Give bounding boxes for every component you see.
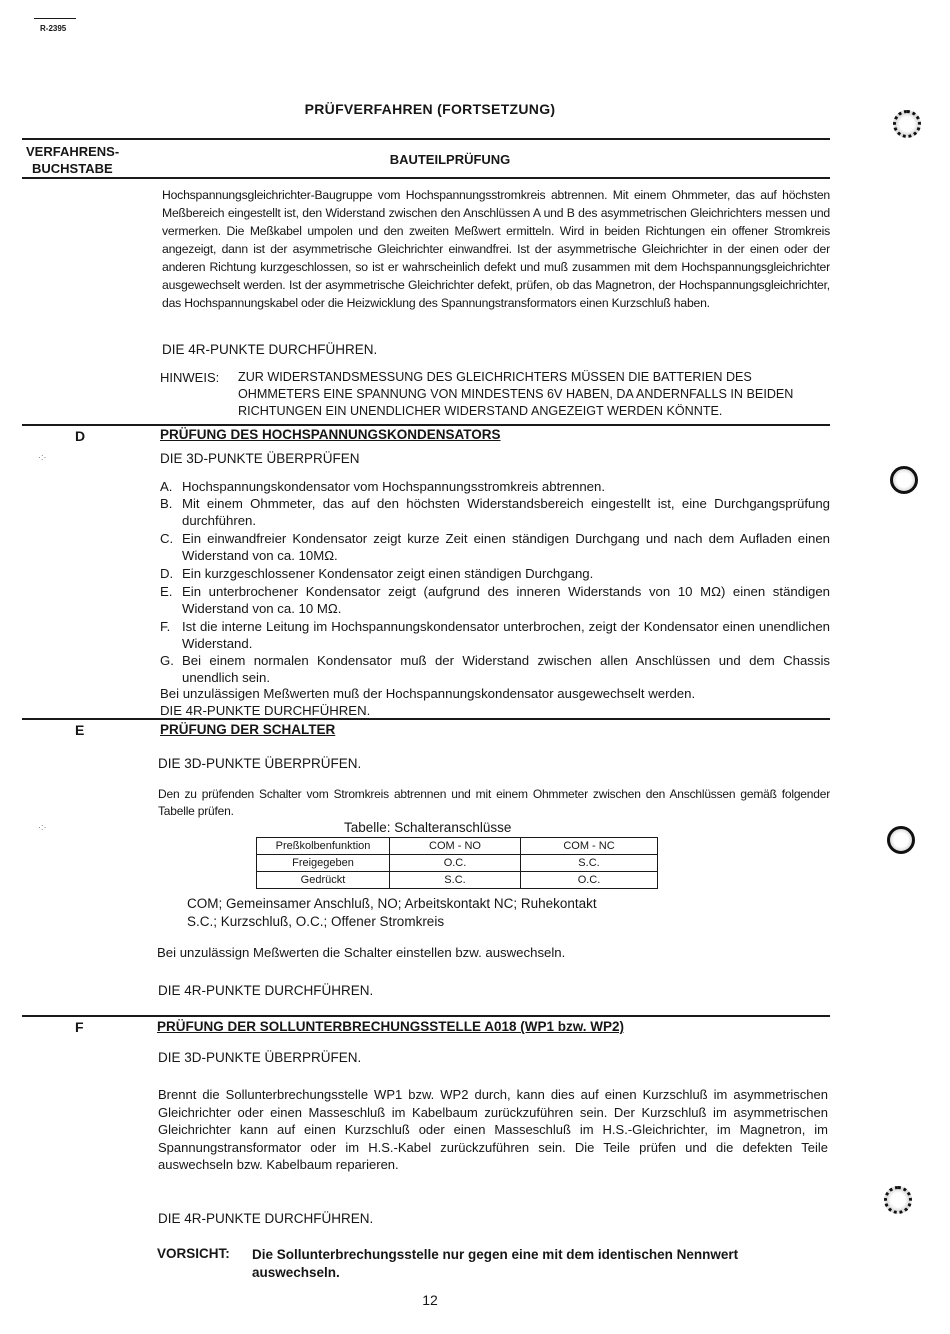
table-cell: O.C. bbox=[521, 872, 658, 889]
top-rule bbox=[34, 18, 76, 19]
section-e-paragraph: Den zu prüfenden Schalter vom Stromkreis abtrennen und mit einem Ohmmeter zwischen den Anschlüssen gemäß folgender Tabelle prüfen. bbox=[158, 787, 830, 818]
section-d-perform-4r: DIE 4R-PUNKTE DURCHFÜHREN. bbox=[160, 703, 371, 718]
caution-text: Die Sollunterbrechungsstelle nur gegen eine mit dem identischen Nennwert auswechseln. bbox=[252, 1247, 739, 1280]
intro-perform-4r: DIE 4R-PUNKTE DURCHFÜHREN. bbox=[162, 342, 378, 357]
section-d-item: F. Ist die interne Leitung im Hochspannungskondensator unterbrochen, zeigt der Kondensator einen unendlichen Widerstand. bbox=[160, 619, 830, 651]
section-title-component-test: BAUTEILPRÜFUNG bbox=[389, 152, 511, 167]
section-d-title: PRÜFUNG DES HOCHSPANNUNGSKONDENSATORS bbox=[160, 427, 501, 442]
punch-hole-icon bbox=[887, 826, 915, 854]
table-cell: Gedrückt bbox=[257, 872, 390, 889]
table-cell: S.C. bbox=[390, 872, 521, 889]
section-d-rule bbox=[22, 424, 830, 426]
section-d-item: C. Ein einwandfreier Kondensator zeigt kurze Zeit einen ständigen Durchgang und nach dem Aufladen einen Widerstand von ca. 10MΩ. bbox=[160, 531, 830, 563]
table-header-row bbox=[257, 838, 658, 855]
section-e-letter: E bbox=[75, 722, 85, 738]
section-f-rule bbox=[22, 1015, 830, 1017]
section-d-closing: Bei unzulässigen Meßwerten muß der Hochspannungskondensator ausgewechselt werden. bbox=[160, 686, 696, 701]
section-d-item: A. Hochspannungskondensator vom Hochspannungsstromkreis abtrennen. bbox=[160, 479, 605, 494]
section-d-item: D. Ein kurzgeschlossener Kondensator zeigt einen ständigen Durchgang. bbox=[160, 566, 594, 581]
switch-table-caption: Tabelle: Schalteranschlüsse bbox=[344, 820, 512, 835]
table-header-cell: COM - NC bbox=[521, 838, 658, 855]
header-bottom-rule bbox=[22, 177, 830, 179]
switch-legend-line1: COM; Gemeinsamer Anschluß, NO; Arbeitskontakt NC; Ruhekontakt bbox=[187, 896, 597, 911]
table-cell: S.C. bbox=[521, 855, 658, 872]
table-cell: O.C. bbox=[390, 855, 521, 872]
section-e-perform-4r: DIE 4R-PUNKTE DURCHFÜHREN. bbox=[158, 983, 374, 998]
page-number: 12 bbox=[422, 1292, 438, 1308]
punch-hole-icon bbox=[890, 466, 918, 494]
page-title: PRÜFVERFAHREN (FORTSETZUNG) bbox=[304, 101, 556, 117]
section-d-check: DIE 3D-PUNKTE ÜBERPRÜFEN bbox=[160, 451, 360, 466]
column-header-line1: VERFAHRENS- bbox=[26, 144, 120, 159]
note-text: ZUR WIDERSTANDSMESSUNG DES GLEICHRICHTERS MÜSSEN DIE BATTERIEN DES OHMMETERS EINE SPANNUNG VON MINDESTENS 6V HABEN, DA ANDERNFALLS IN BEIDEN RICHTUNGEN EIN UNENDLICHER WIDERSTAND ANGEZEIGT WERDEN KÖNNTE. bbox=[238, 370, 794, 418]
switch-table bbox=[256, 837, 658, 889]
section-f-check: DIE 3D-PUNKTE ÜBERPRÜFEN. bbox=[158, 1050, 362, 1065]
punch-hole-icon bbox=[893, 110, 921, 138]
document-code: R-2395 bbox=[40, 24, 67, 33]
section-f-perform-4r: DIE 4R-PUNKTE DURCHFÜHREN. bbox=[158, 1211, 374, 1226]
section-d-item: G. Bei einem normalen Kondensator muß der Widerstand zwischen allen Anschlüssen und dem Chassis unendlich sein. bbox=[160, 653, 830, 685]
intro-paragraph: Hochspannungsgleichrichter-Baugruppe vom Hochspannungsstromkreis abtrennen. Mit einem Ohmmeter, das auf höchsten Meßbereich eingestellt ist, den Widerstand zwischen den Anschlüssen A und B des asymmetrischen Gleichrichters messen und vermerken. Die Meßkabel umpolen und den zweiten Meßwert ermitteln. Wird in beiden Richtungen ein offener Stromkreis angezeigt, dann ist der asymmetrische Gleichrichter einwandfrei. Ist der asymmetrische Gleichrichter in der einen oder der anderen Richtung kurzgeschlossen, so ist er wahrscheinlich defekt und muß zusammen mit dem Hochspannungsgleichrichter ausgewechselt werden. Ist der asymmetrische Gleichrichter defekt, prüfen, ob das Magnetron, der Hochspannungsgleichrichter, das Hochspannungskabel oder die Heizwicklung des Spannungstransformators einen Kurzschluß haben. bbox=[162, 188, 830, 310]
switch-legend-line2: S.C.; Kurzschluß, O.C.; Offener Stromkreis bbox=[187, 914, 445, 929]
section-d-item: B. Mit einem Ohmmeter, das auf den höchsten Widerstandsbereich eingestellt ist, eine Durchgangsprüfung durchführen. bbox=[160, 496, 830, 528]
section-f-title: PRÜFUNG DER SOLLUNTERBRECHUNGSSTELLE A018 (WP1 bzw. WP2) bbox=[157, 1019, 625, 1034]
section-d-letter: D bbox=[75, 428, 86, 444]
scan-speck: ·:· bbox=[38, 452, 47, 462]
table-row bbox=[257, 872, 658, 889]
column-header-line2: BUCHSTABE bbox=[32, 161, 113, 176]
section-e-title: PRÜFUNG DER SCHALTER bbox=[160, 722, 336, 737]
section-e-rule bbox=[22, 718, 830, 720]
table-row bbox=[257, 855, 658, 872]
section-e-closing: Bei unzulässign Meßwerten die Schalter einstellen bzw. auswechseln. bbox=[157, 945, 566, 960]
section-e-check: DIE 3D-PUNKTE ÜBERPRÜFEN. bbox=[158, 756, 362, 771]
note-label: HINWEIS: bbox=[160, 370, 220, 385]
section-f-paragraph: Brennt die Sollunterbrechungsstelle WP1 bzw. WP2 durch, kann dies auf einen Kurzschluß im asymmetrischen Gleichrichter oder einen Masseschluß im Kabelbaum zurückzuführen sein. Der Kurzschluß im asymmetrischen Gleichrichter kann auf einen Kurzschluß oder einen Masseschluß im H.S.-Gleichrichter, im Magnetron, im Spannungstransformator oder im H.S.-Kabel zurückzuführen sein. Die Teile prüfen und die defekten Teile auswechseln bzw. Kabelbaum reparieren. bbox=[158, 1087, 828, 1172]
caution-label: VORSICHT: bbox=[157, 1246, 230, 1261]
table-cell: Freigegeben bbox=[257, 855, 390, 872]
punch-hole-icon bbox=[884, 1186, 912, 1214]
header-top-rule bbox=[22, 138, 830, 140]
table-header-cell: COM - NO bbox=[390, 838, 521, 855]
scan-speck: ·:· bbox=[38, 822, 47, 832]
table-header-cell: Preßkolbenfunktion bbox=[257, 838, 390, 855]
section-d-item: E. Ein unterbrochener Kondensator zeigt (aufgrund des inneren Widerstands von 10 MΩ) einen ständigen Widerstand von ca. 10 MΩ. bbox=[160, 584, 830, 616]
section-f-letter: F bbox=[75, 1019, 84, 1035]
